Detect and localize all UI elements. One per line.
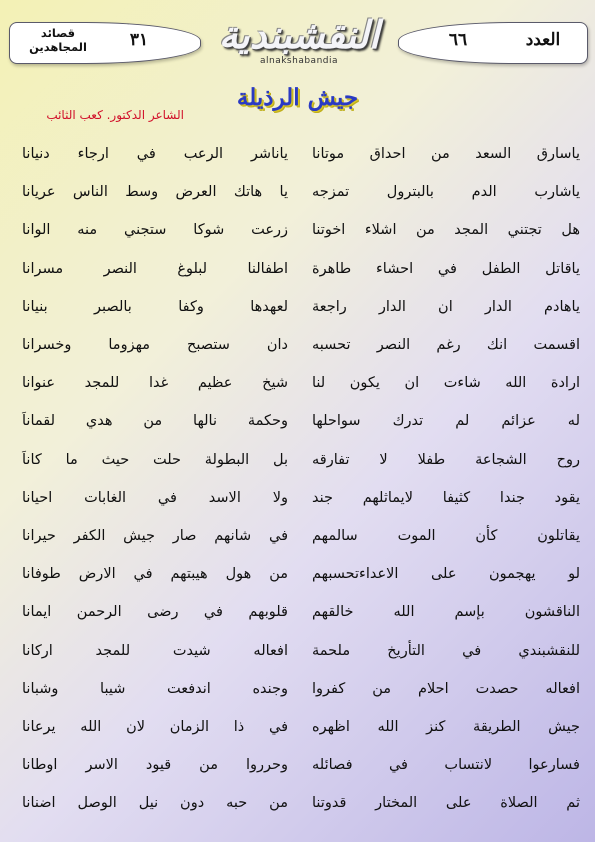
verse-second-hemistich: من حبه دون نيل الوصل اضنانا — [22, 795, 288, 811]
verse-first-hemistich: لو يهجمون على الاعداءتحسبهم — [312, 566, 580, 582]
verse-second-hemistich: وحرروا من قيود الاسر اوطانا — [22, 757, 288, 773]
verse-first-hemistich: ارادة الله شاءت ان يكون لنا — [312, 375, 580, 391]
issue-number: ٦٦ — [448, 30, 468, 50]
verse-second-hemistich: بل البطولة حلت حيث ما كاناَ — [22, 452, 288, 468]
verse-first-hemistich: ياهادم الدار ان الدار راجعة — [312, 299, 580, 315]
logo-subtext: alnakshabandia — [259, 56, 338, 66]
verse-first-hemistich: يقاتلون كأن الموت سالمهم — [312, 528, 580, 544]
verse-second-hemistich: وحكمة نالها من هدي لقماناَ — [22, 413, 288, 429]
section-label-line1: قصائد — [40, 26, 76, 40]
verse-second-hemistich: اطفالنا لبلوغ النصر مسرانا — [22, 261, 288, 277]
verse-second-hemistich: وجنده اندفعت شيبا وشبانا — [22, 681, 288, 697]
verse-second-hemistich: افعاله شيدت للمجد اركانا — [22, 643, 288, 659]
verse-first-hemistich: هل تجتني المجد من اشلاء اخوتنا — [312, 222, 580, 238]
logo-text: النقشبندية — [218, 12, 380, 57]
verse-second-hemistich: زرعت شوكا ستجني منه الوانا — [22, 222, 288, 238]
verse-first-hemistich: ياشارب الدم بالبترول تمزجه — [312, 184, 580, 200]
verse-second-hemistich: لعهدها وكفا بالصبر بنيانا — [22, 299, 288, 315]
verse-first-hemistich: ياسارق السعد من احداق موتانا — [312, 146, 580, 162]
verse-first-hemistich: له عزائم لم تدرك سواحلها — [312, 413, 580, 429]
poem-author: الشاعر الدكتور. كعب الثائب — [46, 108, 184, 122]
verse-first-hemistich: افعاله حصدت احلام من كفروا — [312, 681, 580, 697]
section-label-line2: المجاهدين — [29, 40, 87, 54]
verse-second-hemistich: ولا الاسد في الغابات احيانا — [22, 490, 288, 506]
verse-first-hemistich: فسارعوا لانتساب في فصائله — [312, 757, 580, 773]
verse-second-hemistich: في شانهم صار جيش الكفر حيرانا — [22, 528, 288, 544]
verse-second-hemistich: ياناشر الرعب في ارجاء دنيانا — [22, 146, 288, 162]
verse-first-hemistich: ثم الصلاة على المختار قدوتنا — [312, 795, 580, 811]
verse-second-hemistich: في ذا الزمان لان الله يرعانا — [22, 719, 288, 735]
verse-first-hemistich: يقود جندا كثيفا لايماثلهم جند — [312, 490, 580, 506]
verse-second-hemistich: شيخ عظيم غدا للمجد عنوانا — [22, 375, 288, 391]
verse-second-hemistich: دان ستصبح مهزوما وخسرانا — [22, 337, 288, 353]
verse-first-hemistich: جيش الطريقة كنز الله اظهره — [312, 719, 580, 735]
issue-label: العدد — [525, 30, 561, 50]
page-number: ٣١ — [129, 30, 149, 50]
verse-first-hemistich: اقسمت انك رغم النصر تحسبه — [312, 337, 580, 353]
verse-first-hemistich: ياقاتل الطفل في احشاء طاهرة — [312, 261, 580, 277]
verse-first-hemistich: الناقشون بإسم الله خالقهم — [312, 604, 580, 620]
verse-second-hemistich: يا هاتك العرض وسط الناس عريانا — [22, 184, 288, 200]
verse-first-hemistich: للنقشبندي في التأريخ ملحمة — [312, 643, 580, 659]
poem-title: جيش الرذيلة — [236, 84, 359, 111]
verse-second-hemistich: قلوبهم في رضى الرحمن ايمانا — [22, 604, 288, 620]
verse-first-hemistich: روح الشجاعة طفلا لا تفارقه — [312, 452, 580, 468]
verse-second-hemistich: من هول هيبتهم في الارض طوفانا — [22, 566, 288, 582]
